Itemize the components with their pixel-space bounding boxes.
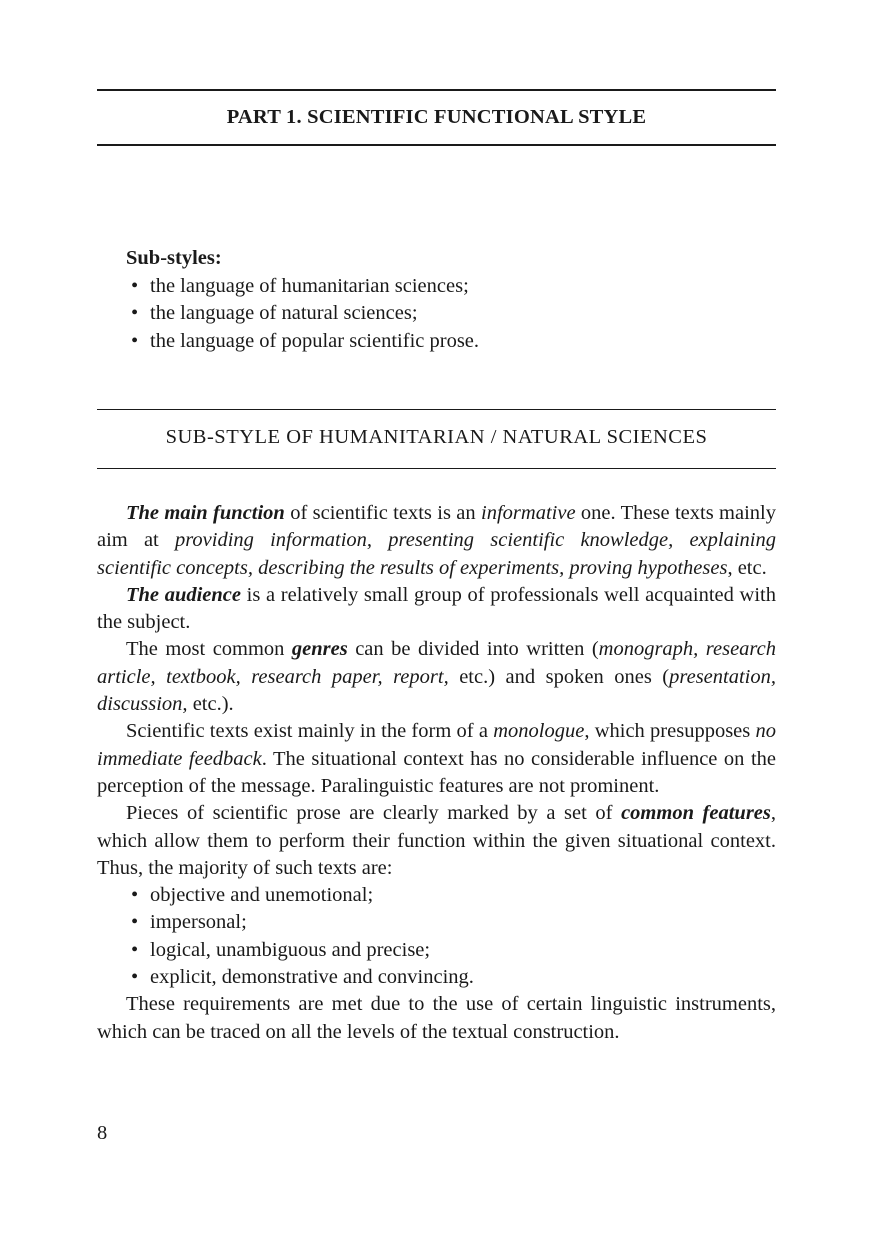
paragraph-common-features: Pieces of scientific prose are clearly marked by a set of common features, which allow them to perform their function within the given situational context. Thus, the majority of such texts are: bbox=[97, 802, 777, 879]
list-item: • logical, unambiguous and precise; bbox=[126, 937, 776, 964]
page-header-title: PART 1. SCIENTIFIC FUNCTIONAL STYLE bbox=[226, 106, 647, 128]
header-bottom-rule bbox=[97, 144, 776, 146]
list-item: • the language of natural sciences; bbox=[126, 300, 766, 328]
paragraph-audience: The audience is a relatively small group of professionals well acquainted with the subject. bbox=[97, 583, 776, 634]
list-item: • impersonal; bbox=[126, 909, 776, 936]
paragraph-requirements: These requirements are met due to the use of certain linguistic instruments, which can be traced on all the levels of the textual construction. bbox=[97, 993, 776, 1043]
bullet-icon: • bbox=[131, 911, 139, 934]
section-title: SUB-STYLE OF HUMANITARIAN / NATURAL SCIENCES bbox=[165, 426, 708, 448]
substyles-list bbox=[126, 273, 766, 356]
bullet-icon: • bbox=[131, 938, 139, 961]
substyles-block bbox=[126, 245, 766, 355]
page-number: 8 bbox=[97, 1122, 108, 1144]
bullet-icon: • bbox=[131, 884, 139, 907]
section-bottom-rule bbox=[97, 468, 776, 469]
substyles-label: Sub-styles: bbox=[126, 247, 222, 269]
list-item: • the language of humanitarian sciences; bbox=[126, 273, 766, 301]
header-top-rule bbox=[97, 89, 776, 91]
paragraph-monologue: Scientific texts exist mainly in the form of a monologue, which presupposes no immediate feedback. The situational context has no considerable influence on the perception of the message. Paralinguistic features are not prominent. bbox=[97, 720, 776, 797]
bullet-icon: • bbox=[131, 302, 139, 324]
bullet-icon: • bbox=[131, 274, 139, 297]
list-item: • explicit, demonstrative and convincing. bbox=[126, 964, 776, 991]
list-item: • objective and unemotional; bbox=[126, 882, 776, 909]
paragraph-main-function: The main function of scientific texts is an informative one. These texts mainly aim at providing information, presenting scientific knowledge, explaining scientific concepts, describing the results of experiments, proving hypotheses, etc. bbox=[97, 502, 776, 579]
body-text bbox=[97, 500, 776, 1046]
section-top-rule bbox=[97, 409, 776, 410]
document-page bbox=[97, 0, 776, 1240]
bullet-icon: • bbox=[131, 966, 139, 989]
paragraph-genres: The most common genres can be divided into written (monograph, research article, textbook, research paper, report, etc.) and spoken ones (presentation, discussion, etc.). bbox=[97, 638, 776, 716]
features-list bbox=[97, 882, 776, 991]
list-item: • the language of popular scientific prose. bbox=[126, 328, 766, 356]
bullet-icon: • bbox=[131, 329, 139, 352]
